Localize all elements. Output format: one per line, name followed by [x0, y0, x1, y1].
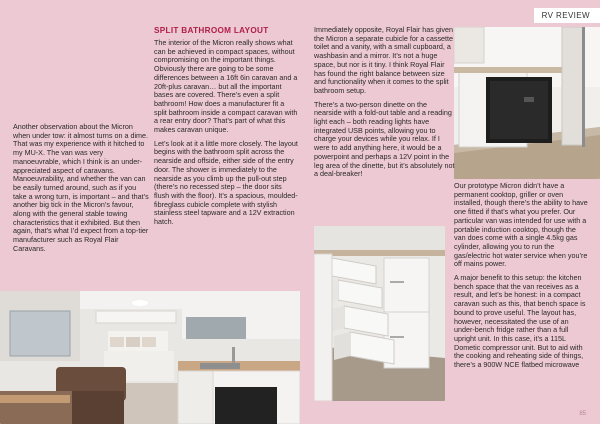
- column-4: [454, 182, 588, 375]
- col1-paragraph: Another observation about the Micron when under tow: it almost turns on a dime. That was my experience with it hitched to my MU-X. The van was very manoeuvrable, which I think is an under-appreciated aspect of caravans. Manoeuvrability, and whether the van can be easily turned around, such as if you take a wrong turn, is important – and that’s another big tick in the Micron’s favour, along with the general stable towing characteristics that it exhibited. But then again, that’s what I’d expect from a top-tier manufacturer such as Royal Flair Caravans.: [13, 122, 149, 253]
- col3-paragraph: Immediately opposite, Royal Flair has given the Micron a separate cubicle for a cassette toilet and a vanity, with a small cupboard, a washbasin and a mirror. It’s not a huge space, but nor is it tiny. I think Royal Flair has found the right balance between size and functionality when it comes to the split bathroom setup.: [314, 25, 454, 95]
- section-badge: RV REVIEW: [534, 8, 600, 23]
- col4-paragraph: Our prototype Micron didn’t have a permanent cooktop, griller or oven installed, though there’s the ability to have one fitted if that’s what you prefer. Our particular van was intended for use with a portable induction cooktop, though the van does come with a single 4.5kg gas cylinder, allowing you to run the gas/electric hot water service when you’re off mains power.: [454, 181, 588, 269]
- fridge-photo: [454, 27, 600, 179]
- col2-paragraph: The interior of the Micron really shows what can be achieved in compact spaces, without compromising on the important things. Obviously there are going to be some differences between a 16ft 6in caravan and a 20ft-plus caravan… but all the important bases are covered. There’s even a split bathroom! How does a manufacturer fit a split bathroom inside a compact caravan with a rear entry door? That’s part of what this makes caravan unique.: [154, 38, 298, 135]
- column-2: [154, 26, 298, 232]
- col2-paragraph: Let’s look at it a little more closely. The layout begins with the bathroom split across the nearside and offside, either side of the entry door. The shower is immediately to the nearside as you climb up the pull-out step (there’s no recessed step – the door sits flush with the floor). It’s a spacious, moulded-fibreglass cubicle complete with stylish stainless steel tapware and a 12V extraction hatch.: [154, 138, 298, 227]
- col3-paragraph: There’s a two-person dinette on the nearside with a fold-out table and a reading light each – both reading lights have integrated USB points, allowing you to charge your devices while you relax. If I were to add anything here, it would be a powerpoint and perhaps a 12V point in the leg area of the dinette, but it’s absolutely not a deal-breaker!: [314, 99, 455, 179]
- page-number: 85: [579, 411, 586, 417]
- drawers-photo: [314, 226, 445, 401]
- column-3: [314, 26, 455, 184]
- interior-illustration: [0, 291, 300, 424]
- drawers-illustration: [314, 226, 445, 401]
- interior-photo: [0, 291, 300, 424]
- fridge-illustration: [454, 27, 600, 179]
- section-heading: SPLIT BATHROOM LAYOUT: [154, 26, 269, 35]
- col4-paragraph: A major benefit to this setup: the kitchen bench space that the van receives as a result, and let’s be honest: in a compact caravan such as this, that bench space is bound to prove useful. The layout has, however, necessitated the use of an under-bench fridge rather than a full upright unit. In this case, it’s a 115L Dometic compressor unit. But to aid with the cooking and reheating side of things, there’s a 900W NCE flatbed microwave: [454, 273, 586, 370]
- column-1: [13, 123, 149, 259]
